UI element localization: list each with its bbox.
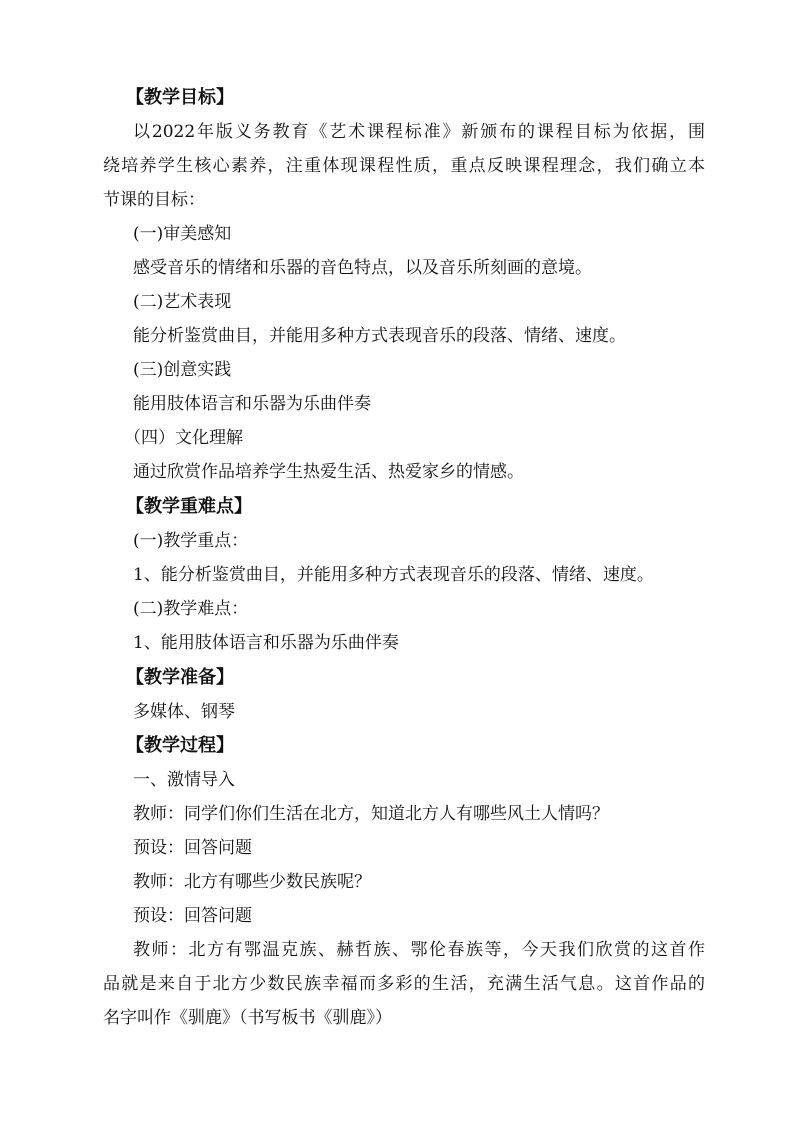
preparation-heading: 【教学准备】 — [126, 667, 234, 688]
teacher-line-3-part-3: 名字叫作《驯鹿》（书写板书《驯鹿》） — [103, 1008, 392, 1028]
teacher-line-3-part-1: 教师：北方有鄂温克族、赫哲族、鄂伦春族等，今天我们欣赏的这首作 — [133, 940, 705, 960]
objectives-intro-line-1: 以2022年版义务教育《艺术课程标准》新颁布的课程目标为依据，围 — [133, 122, 705, 142]
answer-line-2: 预设：回答问题 — [133, 906, 252, 926]
objective-3-title: (三)创意实践 — [133, 360, 232, 380]
objectives-heading: 【教学目标】 — [126, 87, 234, 108]
objective-2-title: (二)艺术表现 — [133, 292, 232, 312]
teacher-line-3-part-2: 品就是来自于北方少数民族幸福而多彩的生活，充满生活气息。这首作品的 — [103, 974, 705, 994]
difficulty-title: (二)教学难点： — [133, 599, 249, 619]
preparation-text: 多媒体、钢琴 — [133, 702, 235, 722]
objective-4-text: 通过欣赏作品培养学生热爱生活、热爱家乡的情感。 — [133, 462, 524, 482]
focus-title: (一)教学重点： — [133, 531, 249, 551]
objective-1-text: 感受音乐的情绪和乐器的音色特点，以及音乐所刻画的意境。 — [133, 258, 592, 278]
objective-2-text: 能分析鉴赏曲目，并能用多种方式表现音乐的段落、情绪、速度。 — [133, 326, 626, 346]
objective-4-title: （四）文化理解 — [124, 428, 243, 448]
teacher-line-1: 教师：同学们你们生活在北方，知道北方人有哪些风土人情吗？ — [133, 804, 609, 824]
difficulty-text: 1、能用肢体语言和乐器为乐曲伴奏 — [133, 633, 399, 653]
objective-1-title: (一)审美感知 — [133, 224, 232, 244]
objectives-intro-line-2: 绕培养学生核心素养，注重体现课程性质，重点反映课程理念，我们确立本 — [103, 156, 705, 176]
key-points-heading: 【教学重难点】 — [126, 496, 252, 517]
answer-line-1: 预设：回答问题 — [133, 838, 252, 858]
objective-3-text: 能用肢体语言和乐器为乐曲伴奏 — [133, 394, 371, 414]
process-step-1: 一、激情导入 — [133, 770, 235, 790]
process-heading: 【教学过程】 — [126, 735, 234, 756]
focus-text: 1、能分析鉴赏曲目，并能用多种方式表现音乐的段落、情绪、速度。 — [133, 565, 654, 585]
objectives-intro-line-3: 节课的目标： — [103, 190, 205, 210]
teacher-line-2: 教师：北方有哪些少数民族呢？ — [133, 872, 371, 892]
